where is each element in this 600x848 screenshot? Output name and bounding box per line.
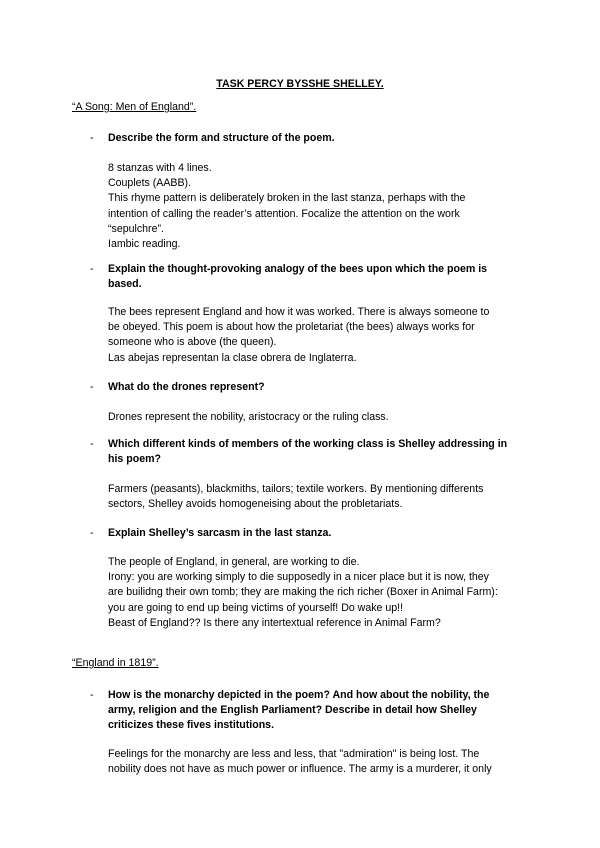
question-monarchy: How is the monarchy depicted in the poem? And how about the nobility, the army, religion and the English Parliament? Describe in detail how Shelley criticizes these fives institutions.: [108, 689, 490, 732]
answer-line: Beast of England?? Is there any intertextual reference in Animal Farm?: [108, 616, 441, 629]
answer-line: Feelings for the monarchy are less and less, that "admiration" is being lost. The nobility does not have as much power or influence. The army is a murderer, it only: [108, 748, 492, 776]
answer-line: Irony: you are working simply to die supposedly in a nicer place but it is now, they are builidng their own tomb; they are making the rich richer (Boxer in Animal Farm): you are going to end up being victims of yourself! Do wake up!!: [108, 571, 498, 614]
document-title: TASK PERCY BYSSHE SHELLEY.: [216, 78, 384, 90]
answer-line: Drones represent the nobility, aristocracy or the ruling class.: [108, 411, 389, 423]
answer-working-class: [108, 482, 504, 512]
answer-line: This rhyme pattern is deliberately broken in the last stanza, perhaps with the intention of calling the reader’s attention. Focalize the attention on the work “sepulchre”.: [108, 192, 466, 235]
answer-line: Las abejas representan la clase obrera de Inglaterra.: [108, 351, 357, 364]
section-heading-men-of-england: “A Song: Men of England”.: [72, 101, 197, 113]
bullet-dash: -: [90, 689, 94, 701]
answer-form-structure: [108, 161, 504, 252]
question-form-structure: Describe the form and structure of the poem.: [108, 132, 335, 144]
answer-drones: [108, 410, 504, 425]
bullet-dash: -: [90, 132, 94, 144]
bullet-dash: -: [90, 381, 94, 393]
section-heading-england-1819: “England in 1819”.: [72, 657, 159, 669]
bullet-dash: -: [90, 438, 94, 450]
answer-line: The bees represent England and how it was worked. There is always someone to be obeyed. This poem is about how the proletariat (the bees) always works for someone who is above (the queen).: [108, 306, 490, 349]
question-sarcasm: Explain Shelley’s sarcasm in the last stanza.: [108, 527, 332, 539]
bullet-dash: -: [90, 527, 94, 539]
answer-line: Couplets (AABB).: [108, 177, 192, 190]
question-bees-analogy: Explain the thought-provoking analogy of the bees upon which the poem is based.: [108, 263, 488, 291]
question-drones: What do the drones represent?: [108, 381, 265, 393]
answer-bees-analogy: [108, 305, 504, 366]
answer-line: Iambic reading.: [108, 238, 181, 251]
question-working-class: Which different kinds of members of the working class is Shelley addressing in his poem?: [108, 438, 508, 466]
answer-monarchy: [108, 747, 504, 777]
answer-line: The people of England, in general, are working to die.: [108, 556, 360, 568]
answer-line: 8 stanzas with 4 lines.: [108, 162, 212, 174]
answer-sarcasm: [108, 555, 504, 631]
answer-line: Farmers (peasants), blackmiths, tailors; textile workers. By mentioning differents sectors, Shelley avoids homogeneising about the probletariats.: [108, 483, 484, 511]
bullet-dash: -: [90, 263, 94, 275]
